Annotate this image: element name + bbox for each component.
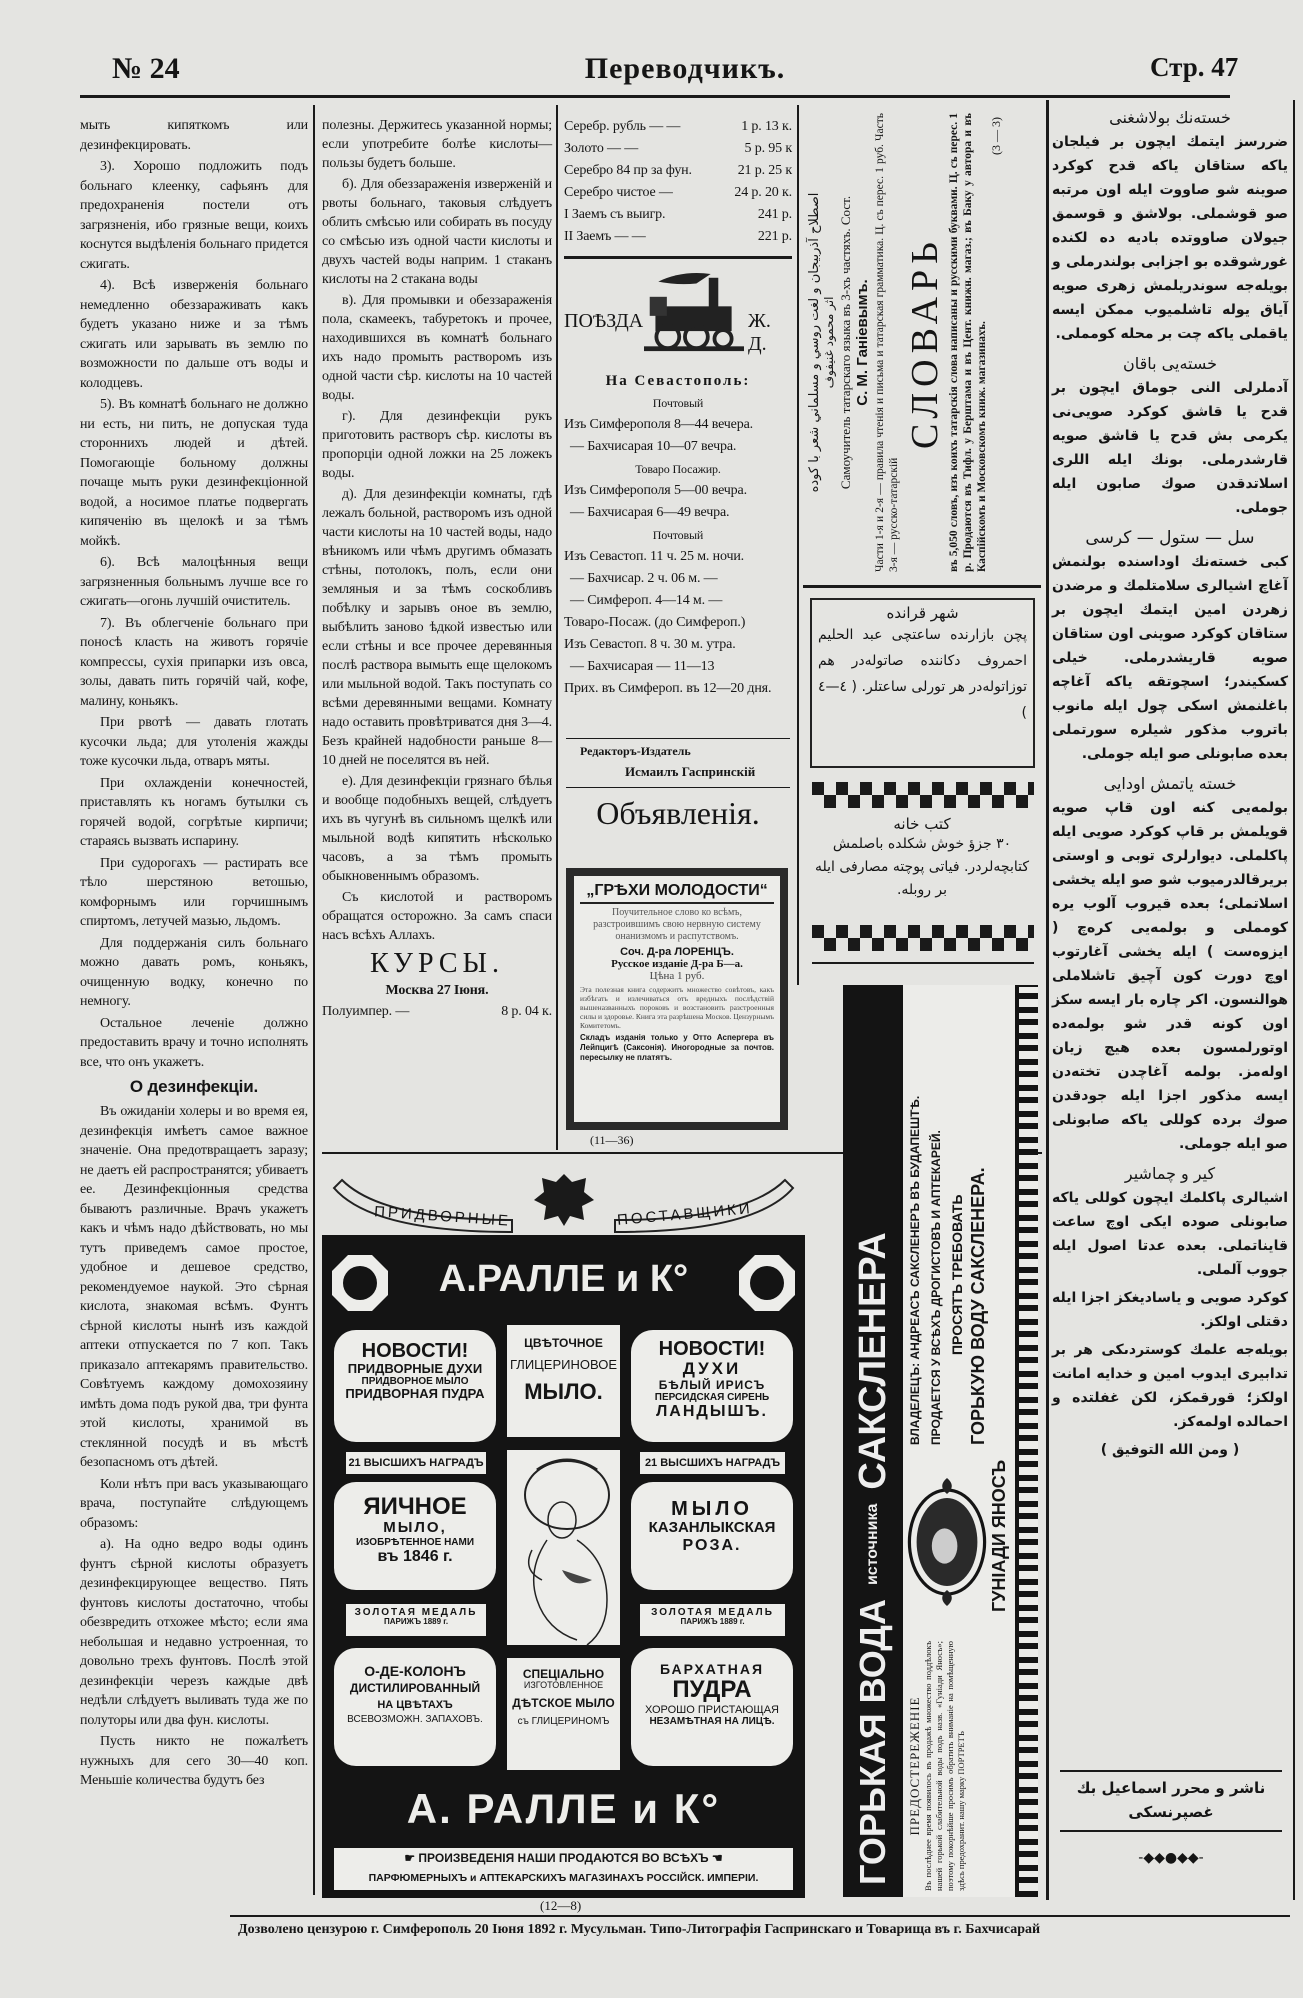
locomotive-icon xyxy=(644,268,744,358)
ad-body: Эта полезная книга содержитъ множество совѣтовъ, какъ избѣгать и излечиваться отъ вредныхъ послѣдствій вышеназванныхъ пороковъ и возстановить разстроенныя силы и здоровье. Книга эта разрѣшена Москов. Цензурнымъ Комитетомъ. xyxy=(580,985,774,1030)
product-box xyxy=(334,1330,496,1442)
ad-brand-sub: источника xyxy=(864,1503,881,1586)
train-header xyxy=(562,268,794,363)
box-line: ДѢТСКОЕ МЫЛО xyxy=(512,1696,615,1711)
box-line: ПРИДВОРНОЕ МЫЛО xyxy=(361,1376,469,1388)
paragraph: 6). Всѣ малоцѣнныя вещи загрязненныя больнымъ лучше все го сжигать—огонь лучшій очиститель. xyxy=(80,555,308,609)
price-value: 5 р. 95 к xyxy=(744,141,792,156)
ad-ask: ПРОСЯТЪ ТРЕБОВАТЬ xyxy=(949,1194,965,1355)
paragraph: Пусть никто не пожалѣетъ нужныхъ для сего 30—40 коп. Меньшіе количества будутъ без xyxy=(80,1734,308,1788)
checker-ornament xyxy=(812,925,1034,951)
ad-ralle-footer-title: А. РАЛЛЕ и К° xyxy=(406,1785,721,1832)
box-line: ИЗОБРѢТЕННОЕ НАМИ xyxy=(355,1536,475,1548)
train-title-left: ПОѢЗДА xyxy=(564,310,644,332)
paragraph: При судорогахъ — растирать все тѣло шерстяною ветошью, комфорнымъ или горчишнымъ спиртомъ, летучей мазью, льдомъ. xyxy=(80,855,308,929)
article-column-arabic xyxy=(1052,106,1288,1462)
ad-warning-body: Въ послѣднее время появилось въ продажѣ множество поддѣлокъ нашей горькой слабительной воды подъ назв. «Гуніади Яносъ»; поэтому покорнѣйше просимъ обратить вниманіе на помѣщенную здѣсь предохранит. нашу марку ПОРТРЕТЪ xyxy=(923,1641,966,1891)
divider xyxy=(1060,1770,1282,1772)
ad-author: Соч. Д-ра ЛОРЕНЦЪ. xyxy=(620,946,734,958)
price-label: Серебро чистое — xyxy=(564,185,673,200)
product-box xyxy=(334,1482,496,1590)
pointing-hand-right-icon: ☛ xyxy=(404,1851,419,1865)
eagle-emblem-icon xyxy=(530,1168,598,1230)
train-row: — Бахчисарая 10—07 вечра. xyxy=(570,439,737,454)
eagle-emblem-icon xyxy=(739,1255,795,1311)
section-heading: О дезинфекціи. xyxy=(129,1077,259,1096)
column-divider xyxy=(1046,100,1049,1900)
paragraph: Въ ожиданіи холеры и во время ея, дезинфекція имѣетъ самое важное значеніе. Она предотвращаетъ заразу; не даетъ ей распространятся; убиваетъ ее. Дезинфекціонныя средства бываютъ различные. Врачъ укажетъ какъ и чѣмъ надо дѣйствовать, но мы тутъ приведемъ самое простое, удобное и дешевое средство, рекомендуемое наукой. Это сѣрная кислота, знакомая всѣмъ. Фунтъ сѣрной кислоты нынѣ изъ каждой аптеки отпускается по 7 коп. Такъ приказало аптекарямъ правительство. Совѣтуемъ каждому домохозяину имѣть дома подъ рукой два, три фунта этой кислоты, хранимой въ стеклянной посудѣ и въ мѣстѣ безопасномъ отъ дѣтей. xyxy=(80,1104,308,1470)
paragraph: 4). Всѣ изверженія больнаго немедленно обеззараживать какъ будетъ указано ниже и за тѣмъ сжигать или зарывать въ землю по возможности по дальше отъ воды и колодцевъ. xyxy=(80,278,308,391)
ad-intro: Самоучитель татарскаго языка въ 3-хъ частяхъ. Сост. xyxy=(838,195,853,490)
price-row xyxy=(564,182,792,204)
divider xyxy=(566,738,790,739)
editor-name: Исмаилъ Гаспринскій xyxy=(625,764,756,779)
train-type: Товаро Посажир. xyxy=(635,462,721,476)
paragraph: 3). Хорошо подложить подъ больнаго клеенку, сафьянъ для предохраненія постели отъ загрязненія, ибо грязные вещи, коихъ коснутся выдѣленія больнаго придется сжигать. xyxy=(80,159,308,272)
train-title-right: Ж. Д. xyxy=(748,310,771,355)
box-line: ПРИДВОРНАЯ ПУДРА xyxy=(345,1386,485,1402)
box-line: ГЛИЦЕРИНОВОЕ xyxy=(509,1357,617,1373)
ad-code: (3 — 3) xyxy=(989,117,1003,155)
paragraph: آدملرلى النى جوماق ايچون بر قدح يا قاشق كوكرد صويى‌نى يكرمى بش قدح يا قاشق صويه قارشدرملى. بونك ايله اللرى اسلاتدقدن صوك صابون ايله جوملى. xyxy=(1052,380,1288,516)
award-label: 21 ВЫСШИХЪ НАГРАДЪ xyxy=(346,1452,486,1474)
ad-author: С. М. Ганіевымъ. xyxy=(854,279,871,406)
ad-price: Цѣна 1 руб. xyxy=(649,970,705,982)
train-row: — Бахчисарая — 11—13 xyxy=(570,659,715,674)
train-row: Товаро-Посаж. (до Симфероп.) xyxy=(564,615,746,630)
train-row: — Бахчисар. 2 ч. 06 м. — xyxy=(570,571,718,586)
header-rule xyxy=(80,95,1230,98)
box-line: ИЗГОТОВЛЕННОЕ xyxy=(523,1680,604,1691)
box-line: РОЗА. xyxy=(682,1536,742,1554)
ad-arabic-title: اصطلاح آذربيجان و لغت روسي و مسلماني شعر با كوده xyxy=(807,192,822,493)
ad-saxlehner-water xyxy=(843,985,1038,1897)
box-line: ЯИЧНОЕ xyxy=(363,1493,467,1520)
box-line: ДУХИ xyxy=(682,1359,742,1378)
paragraph: д). Для дезинфекціи комнаты, гдѣ лежалъ больной, растворомъ изъ одной части кислоты на 10 частей воды, надо вѣникомъ или чѣмъ другимъ обмазать стѣны, потолокъ, полъ, если они земляныя и за тѣмъ соскобливъ побѣлку и зарывъ оное въ землю, выбѣлить заново ѣдкой известью или если стѣны и все прочее деревянныя послѣ раствора вымыть еще щелокомъ или мыльной водой. Такъ поступать со всѣми деревянными вещами. Комнату надо оставить провѣтриватся дня 3—4. Безъ крайней надобности раньше 8—10 дней не поселятся въ ней. xyxy=(322,487,552,768)
meander-border xyxy=(1015,985,1038,1897)
medal-title: ЗОЛОТАЯ МЕДАЛЬ xyxy=(354,1607,478,1618)
ad-product: ГОРЬКУЮ ВОДУ САКСЛЕНЕРА. xyxy=(968,1167,988,1445)
ad-code: (11—36) xyxy=(590,1133,634,1147)
paragraph: Съ кислотой и растворомъ обращатся осторожно. За самъ спаси насъ всѣхъ Аллахъ. xyxy=(322,890,552,943)
article-column-2 xyxy=(322,116,552,1021)
ad-parts: Части 1-я и 2-я — правила чтенія и письма и татарская грамматика. Ц. съ перес. 1 руб. Часть 3-я — русско-татарскій xyxy=(874,113,900,572)
train-schedule xyxy=(564,370,792,700)
box-line: НОВОСТИ! xyxy=(658,1338,766,1360)
ad-ralle xyxy=(322,1160,805,1898)
box-line: БѢЛЫЙ ИРИСЪ xyxy=(658,1377,766,1392)
column-divider xyxy=(556,105,558,1150)
section-heading: خسته‌يى باقان xyxy=(1122,354,1218,373)
girl-illustration xyxy=(507,1450,620,1645)
box-line: НЕЗАМѢТНАЯ НА ЛИЦѢ. xyxy=(649,1715,775,1727)
train-row: Изъ Симферополя 8—44 вечера. xyxy=(564,417,754,432)
medal-label xyxy=(346,1604,486,1636)
box-line: ЛАНДЫШЪ. xyxy=(656,1402,768,1420)
issue-number: № 24 xyxy=(112,52,180,85)
price-label: II Заемъ — — xyxy=(564,229,646,244)
ad-body: въ 5,050 словъ, изъ коихъ татарскія слова написаны и русскими буквами. Ц. съ перес. 1 р. Продаются въ Тифл. у Берштама и въ Цент. книжн. магаз.; въ Баку у автора и въ Каспійскомъ и Московскомъ книж. магазинахъ. xyxy=(948,113,988,572)
ad-body: ٣٠ جزؤ خوش شكلده باصلمش كتابچه‌لردر. فياتى پوچته مصارفى ايله بر روبله. xyxy=(814,836,1030,898)
product-box xyxy=(507,1325,620,1437)
product-box xyxy=(334,1648,496,1766)
price-label: I Заемъ съ выигр. xyxy=(564,207,666,222)
box-line: МЫЛО, xyxy=(383,1519,447,1537)
price-value: 241 р. xyxy=(757,207,792,222)
ad-edition: Русское изданіе Д-ра Б—а. xyxy=(611,958,743,970)
box-line: НОВОСТИ! xyxy=(361,1340,469,1362)
price-row xyxy=(564,116,792,138)
paragraph: 7). Въ облегченіе больнаго при поносѣ класть на животъ горячіе компрессы, сухія припарки изъ овса, золы, давать пить горячій чай, кофе, малину, коньякъ. xyxy=(80,615,308,709)
ad-bookshop xyxy=(808,815,1036,902)
box-line: МЫЛО xyxy=(671,1498,753,1520)
box-line: СПЕЦІАЛЬНО xyxy=(522,1667,605,1681)
rate-value: 8 р. 04 к. xyxy=(501,1004,552,1019)
train-row: — Бахчисарая 6—49 вечра. xyxy=(570,505,730,520)
paragraph: г). Для дезинфекціи рукъ приготовить растворъ сѣр. кислоты въ пропорціи одной ложки на 25 ложекъ воды. xyxy=(322,409,552,481)
box-line: ХОРОШО ПРИСТАЮЩАЯ xyxy=(645,1703,779,1716)
box-line: съ ГЛИЦЕРИНОМЪ xyxy=(517,1716,610,1728)
divider xyxy=(1060,1830,1282,1832)
ad-ralle-sold xyxy=(334,1848,793,1890)
ad-sold: ПРОДАЕТСЯ У ВСѢХЪ ДРОГИСТОВЪ И АПТЕКАРЕЙ. xyxy=(929,1130,943,1445)
product-box xyxy=(507,1658,620,1770)
page-number: Стр. 47 xyxy=(1150,52,1239,82)
divider xyxy=(566,787,790,788)
box-line: ПУДРА xyxy=(672,1676,752,1704)
paragraph: بويله‌جه علمك كوستردىكى هر بر تدابيرى ايدوب امين و خدايه امانت اولكز؛ قورقمكز، لكن غفلتده و احمالده اولمه‌كز. xyxy=(1052,1342,1288,1430)
divider xyxy=(803,585,1041,588)
price-value: 24 р. 20 к. xyxy=(734,185,792,200)
rate-label: Полуимпер. — xyxy=(322,1004,410,1019)
box-line: ПЕРСИДСКАЯ СИРЕНЬ xyxy=(654,1391,770,1403)
price-label: Серебро 84 пр за фун. xyxy=(564,163,692,178)
ad-arabic-subtitle: اثر محمود غنيفوف xyxy=(822,296,836,389)
train-row: Изъ Севастоп. 8 ч. 30 м. утра. xyxy=(564,637,736,652)
ad-store: Складъ изданія только у Отто Аспергера въ Лейпцигѣ (Саксонія). Иногородные за почтов. пересылку не платятъ. xyxy=(580,1033,774,1062)
banner-left: ПРИДВОРНЫЕ xyxy=(373,1203,512,1230)
article-column-1 xyxy=(80,116,308,1793)
column-divider xyxy=(313,105,315,1895)
section-heading: خسته ياتمش اودايى xyxy=(1103,774,1237,793)
censorship-imprint: Дозволено цензурою г. Симферополь 20 Іюня 1892 г. Мусульман. Типо-Литографія Гаспринскаго и Товарища въ г. Бахчисарай xyxy=(238,1922,1041,1937)
paragraph: полезны. Держитесь указанной нормы; если употребите болѣе кислоты—пользы будетъ больше. xyxy=(322,118,552,171)
editor-label: Редакторъ-Издатель xyxy=(580,744,691,758)
ad-subtitle: Поучительное слово ко всѣмъ, разстроившимъ свою нервную систему онанизмомъ и распутствомъ. xyxy=(593,907,761,942)
ad-warning-title: ПРЕДОСТЕРЕЖЕНІЕ xyxy=(907,1696,922,1836)
section-heading: سل — ستول — كرسى xyxy=(1085,528,1255,548)
ad-title: كتب خانه xyxy=(893,815,951,833)
paragraph: ضررسز ايتمك ايچون بر فيلجان ياكه ستاقان ياكه قدح كوكرد صوينه شو صاووت ايله اون مرتبه صو قوشملى. بولاشق و قوسمق جيولان صاووتده باديه ده لكنده غورشوقده بو اجزابى بولندرملى و بويله‌جه سوندريلمش زهرى صويه آياق يوله تاشلميوب ممكن ايسه ياقملى ياكه چت بر محله كومملى. xyxy=(1052,134,1288,342)
paragraph: б). Для обеззараженія изверженій и рвоты больнаго, таковыя слѣдуетъ облить смѣсью или собирать въ посуду со смѣсью изъ одной части кислоты и двухъ частей воды наприм. 1 стаканъ кислоты на 2 стакана воды xyxy=(322,177,552,287)
portrait-medallion-icon xyxy=(903,1457,991,1627)
train-row: Изъ Симферополя 5—00 вечра. xyxy=(564,483,747,498)
paragraph: в). Для промывки и обеззараженія пола, скамеекъ, табуретокъ и прочее, находившихся въ комнатѣ больнаго ихъ надо промыть растворомъ изъ одной части сѣр. кислоты на 10 частей воды. xyxy=(322,293,552,403)
train-row: Прих. въ Симфероп. въ 12—20 дня. xyxy=(564,681,772,696)
exchange-rates-title: КУРСЫ. xyxy=(370,948,504,979)
paragraph: كوكرد صويى و ياساديغكز اجزا ايله دقتلى اولكز. xyxy=(1052,1290,1288,1330)
paragraph: а). На одно ведро воды одинъ фунтъ сѣрной кислоты образуетъ дезинфекцирующее вещество. Пять фунтовъ кислоты достаточно, чтобы обезвредить отхожее мѣсто; если яма небольшая и недавно устроенная, то довольно трехъ фунтовъ. Послѣ этой дезинфекціи черезъ каждые двѣ недѣли слѣдуетъ выливать туда же по полуторы или два фун. кислоты. xyxy=(80,1537,308,1728)
train-type: Почтовый xyxy=(652,396,704,410)
box-line: О-ДЕ-КОЛОНЪ xyxy=(364,1663,466,1679)
column-divider xyxy=(1293,100,1295,1900)
paragraph: كبى خسته‌نك اوداسنده بولنمش آغاچ اشيالرى سلامتلمك و مرضدن زهردن امين ايتمك ايچون بر ستاقان كوكرد صوينى اون ستاقان صويه قاريشدرملى. خيلى كسكيندر؛ اسچوتقه ياكه آغاچه باغلنمش اسكى چول ايله مانوب باتروب مذكور شيلره سورتملى بعده صابونلى صو ايله جوملى. xyxy=(1052,554,1288,762)
ad-mark: ГУНІАДИ ЯНОСЪ xyxy=(989,1459,1009,1612)
medal-sub: ПАРИЖЪ 1889 г. xyxy=(680,1617,745,1626)
train-row: — Симфероп. 4—14 м. — xyxy=(570,593,723,608)
product-box xyxy=(631,1482,793,1590)
box-line: въ 1846 г. xyxy=(377,1547,453,1565)
column-divider xyxy=(797,105,799,985)
footer-rule xyxy=(230,1915,1290,1917)
divider xyxy=(564,256,792,259)
eagle-emblem-icon xyxy=(332,1255,388,1311)
sold-line: ПРОИЗВЕДЕНІЯ НАШИ ПРОДАЮТСЯ ВО ВСѢХЪ xyxy=(418,1851,709,1865)
ad-grekhi-molodosti xyxy=(566,868,788,1130)
product-box xyxy=(631,1648,793,1766)
box-line: ДИСТИЛИРОВАННЫЙ xyxy=(349,1681,481,1696)
price-label: Серебр. рубль — — xyxy=(564,119,681,134)
ad-title: شهر قرانده xyxy=(886,604,959,622)
box-line: ПРИДВОРНЫЕ ДУХИ xyxy=(347,1361,483,1376)
pointing-hand-left-icon: ☚ xyxy=(708,1851,723,1865)
exchange-rates-date: Москва 27 Іюня. xyxy=(385,983,489,998)
closing-phrase: ( ومن الله التوفيق ) xyxy=(1100,1442,1240,1458)
paragraph: При рвотѣ — давать глотать кусочки льда; для утоленія жажды тоже кусочки льда, отваръ мяты. xyxy=(80,715,308,769)
ad-owner: ВЛАДЕЛЕЦЪ: АНДРЕАСЪ САКСЛЕНЕРЪ ВЪ БУДАПЕШТѢ. xyxy=(908,1095,922,1445)
price-label: Золото — — xyxy=(564,141,639,156)
medal-title: ЗОЛОТАЯ МЕДАЛЬ xyxy=(651,1607,774,1618)
paragraph: При охлажденіи конечностей, приставлять къ ногамъ бутылки съ горячей водой, согрѣтые кирпичи; стараясь вызвать испарину. xyxy=(80,775,308,849)
train-direction: На Севастополь: xyxy=(605,373,751,389)
paragraph: Остальное леченіе должно предоставить врачу и точно исполнять все, что онъ укажетъ. xyxy=(80,1015,308,1070)
price-value: 1 р. 13 к. xyxy=(741,119,792,134)
medal-label xyxy=(640,1604,785,1636)
ad-code: (12—8) xyxy=(540,1898,582,1913)
ad-clock-shop xyxy=(810,598,1035,768)
paragraph: Для поддержанія силъ больнаго можно давать ромъ, коньякъ, очищенную водку, конечно по немногу. xyxy=(80,935,308,1009)
award-label: 21 ВЫСШИХЪ НАГРАДЪ xyxy=(640,1452,785,1474)
paragraph: мыть кипяткомъ или дезинфекцировать. xyxy=(80,118,308,153)
price-row xyxy=(564,138,792,160)
box-line: ЦВѢТОЧНОЕ xyxy=(524,1336,603,1350)
ad-body: پچن بازارنده ساعتچى عبد الحليم احمروف دكاننده صاتوله‌در هم توزاتوله‌در هر تورلى ساعتلر. ( ٤—٤ ) xyxy=(818,627,1027,721)
exchange-rate-row xyxy=(322,1002,552,1021)
price-value: 21 р. 25 к xyxy=(737,163,792,178)
paragraph: 5). Въ комнатѣ больнаго не должно ни есть, ни пить, не допуская туда стороннихъ людей и дѣтей. Помогающіе больному должны почаще мыть руки дезинфекціонной водой, а носимое платье подвергать кипяченію въ щелокѣ и за тѣмъ мойкѣ. xyxy=(80,397,308,549)
ornament: -◆◆●◆◆- xyxy=(1138,1850,1204,1866)
paragraph: اشيالرى پاكلمك ايچون كوللى ياكه صابونلى صوده ايكى اوچ ساعت قايناتملى. بعده عدتا اصول ايله جووب آلملى. xyxy=(1052,1190,1288,1278)
ad-title: „ГРѢХИ МОЛОДОСТИ“ xyxy=(580,882,774,904)
price-value: 221 р. xyxy=(757,229,792,244)
sold-line: ПАРФЮМЕРНЫХЪ и АПТЕКАРСКИХЪ МАГАЗИНАХЪ РОССІЙСК. ИМПЕРІИ. xyxy=(368,1872,759,1884)
price-row xyxy=(564,160,792,182)
ads-heading: Объявленія. xyxy=(596,795,760,831)
product-box xyxy=(631,1330,793,1442)
box-line: КАЗАНЛЫКСКАЯ xyxy=(648,1519,776,1536)
paragraph: е). Для дезинфекціи грязнаго бѣлья и вообще подобныхъ вещей, слѣдуетъ ихъ въ чугунѣ въ сильномъ щелкѣ или мыльной водѣ кипятить нѣсколько часовъ, а за тѣмъ промыть обыкновеннымъ образомъ. xyxy=(322,774,552,884)
checker-ornament xyxy=(812,782,1034,808)
box-line: МЫЛО. xyxy=(524,1379,603,1405)
newspaper-title: Переводчикъ. xyxy=(584,52,786,85)
section-heading: خسته‌نك بولاشغنى xyxy=(1109,108,1231,127)
section-heading: كير و چماشير xyxy=(1124,1164,1216,1183)
ad-brand: САКСЛЕНЕРА xyxy=(851,1232,894,1490)
train-row: Изъ Севастоп. 11 ч. 25 м. ночи. xyxy=(564,549,745,564)
banner-right: ПОСТАВЩИКИ xyxy=(616,1200,754,1229)
ad-brand: ГОРЬКАЯ ВОДА xyxy=(852,1599,893,1885)
divider xyxy=(812,962,1034,964)
paragraph: Коли нѣтъ при васъ указывающаго врача, поступайте слѣдующемъ образомъ: xyxy=(80,1476,308,1531)
ad-ralle-title: А.РАЛЛЕ и К° xyxy=(438,1258,689,1300)
ad-dictionary-title: СЛОВАРЬ xyxy=(904,236,946,449)
price-row xyxy=(564,226,792,248)
train-type: Почтовый xyxy=(652,528,704,542)
ad-slovar xyxy=(803,105,1041,580)
publisher-credit: ناشر و محرر اسماعيل بك غصپرنسكى xyxy=(1076,1779,1266,1821)
box-line: НА ЦВѢТАХЪ xyxy=(377,1698,453,1711)
box-line: БАРХАТНАЯ xyxy=(659,1661,765,1677)
medal-sub: ПАРИЖЪ 1889 г. xyxy=(383,1617,449,1626)
price-row xyxy=(564,204,792,226)
box-line: ВСЕВОЗМОЖН. ЗАПАХОВЪ. xyxy=(347,1713,483,1725)
paragraph: بولمه‌يى كنه اون قاپ صويه قويلمش بر قاپ كوكرد صويى ايله پاكلملى. ديوارلرى توبى و اوستى بريرقالدرميوب شو صو ايله يخشى اسلاتملى؛ بعده قيروب آلوب يره كومملى و بولمه‌يى كرەچ ( ايزوەست ) ايله يخشى آغارتوب اوچ دورت كون آچيق تاشلاملى هوالنسون. اكر چاره بار ايسه سكز اون كونه قدر شو بولمه‌ده اوتورلمسون بعده هيچ زيان اوله‌مز. بولمه آغاچدن تخته‌دن ايسه مذكور اجزا ايله جودقدن صوك برده كوللى ياكه صابونلى صو ايله جوملى. xyxy=(1052,800,1288,1152)
prices-list xyxy=(564,116,792,248)
